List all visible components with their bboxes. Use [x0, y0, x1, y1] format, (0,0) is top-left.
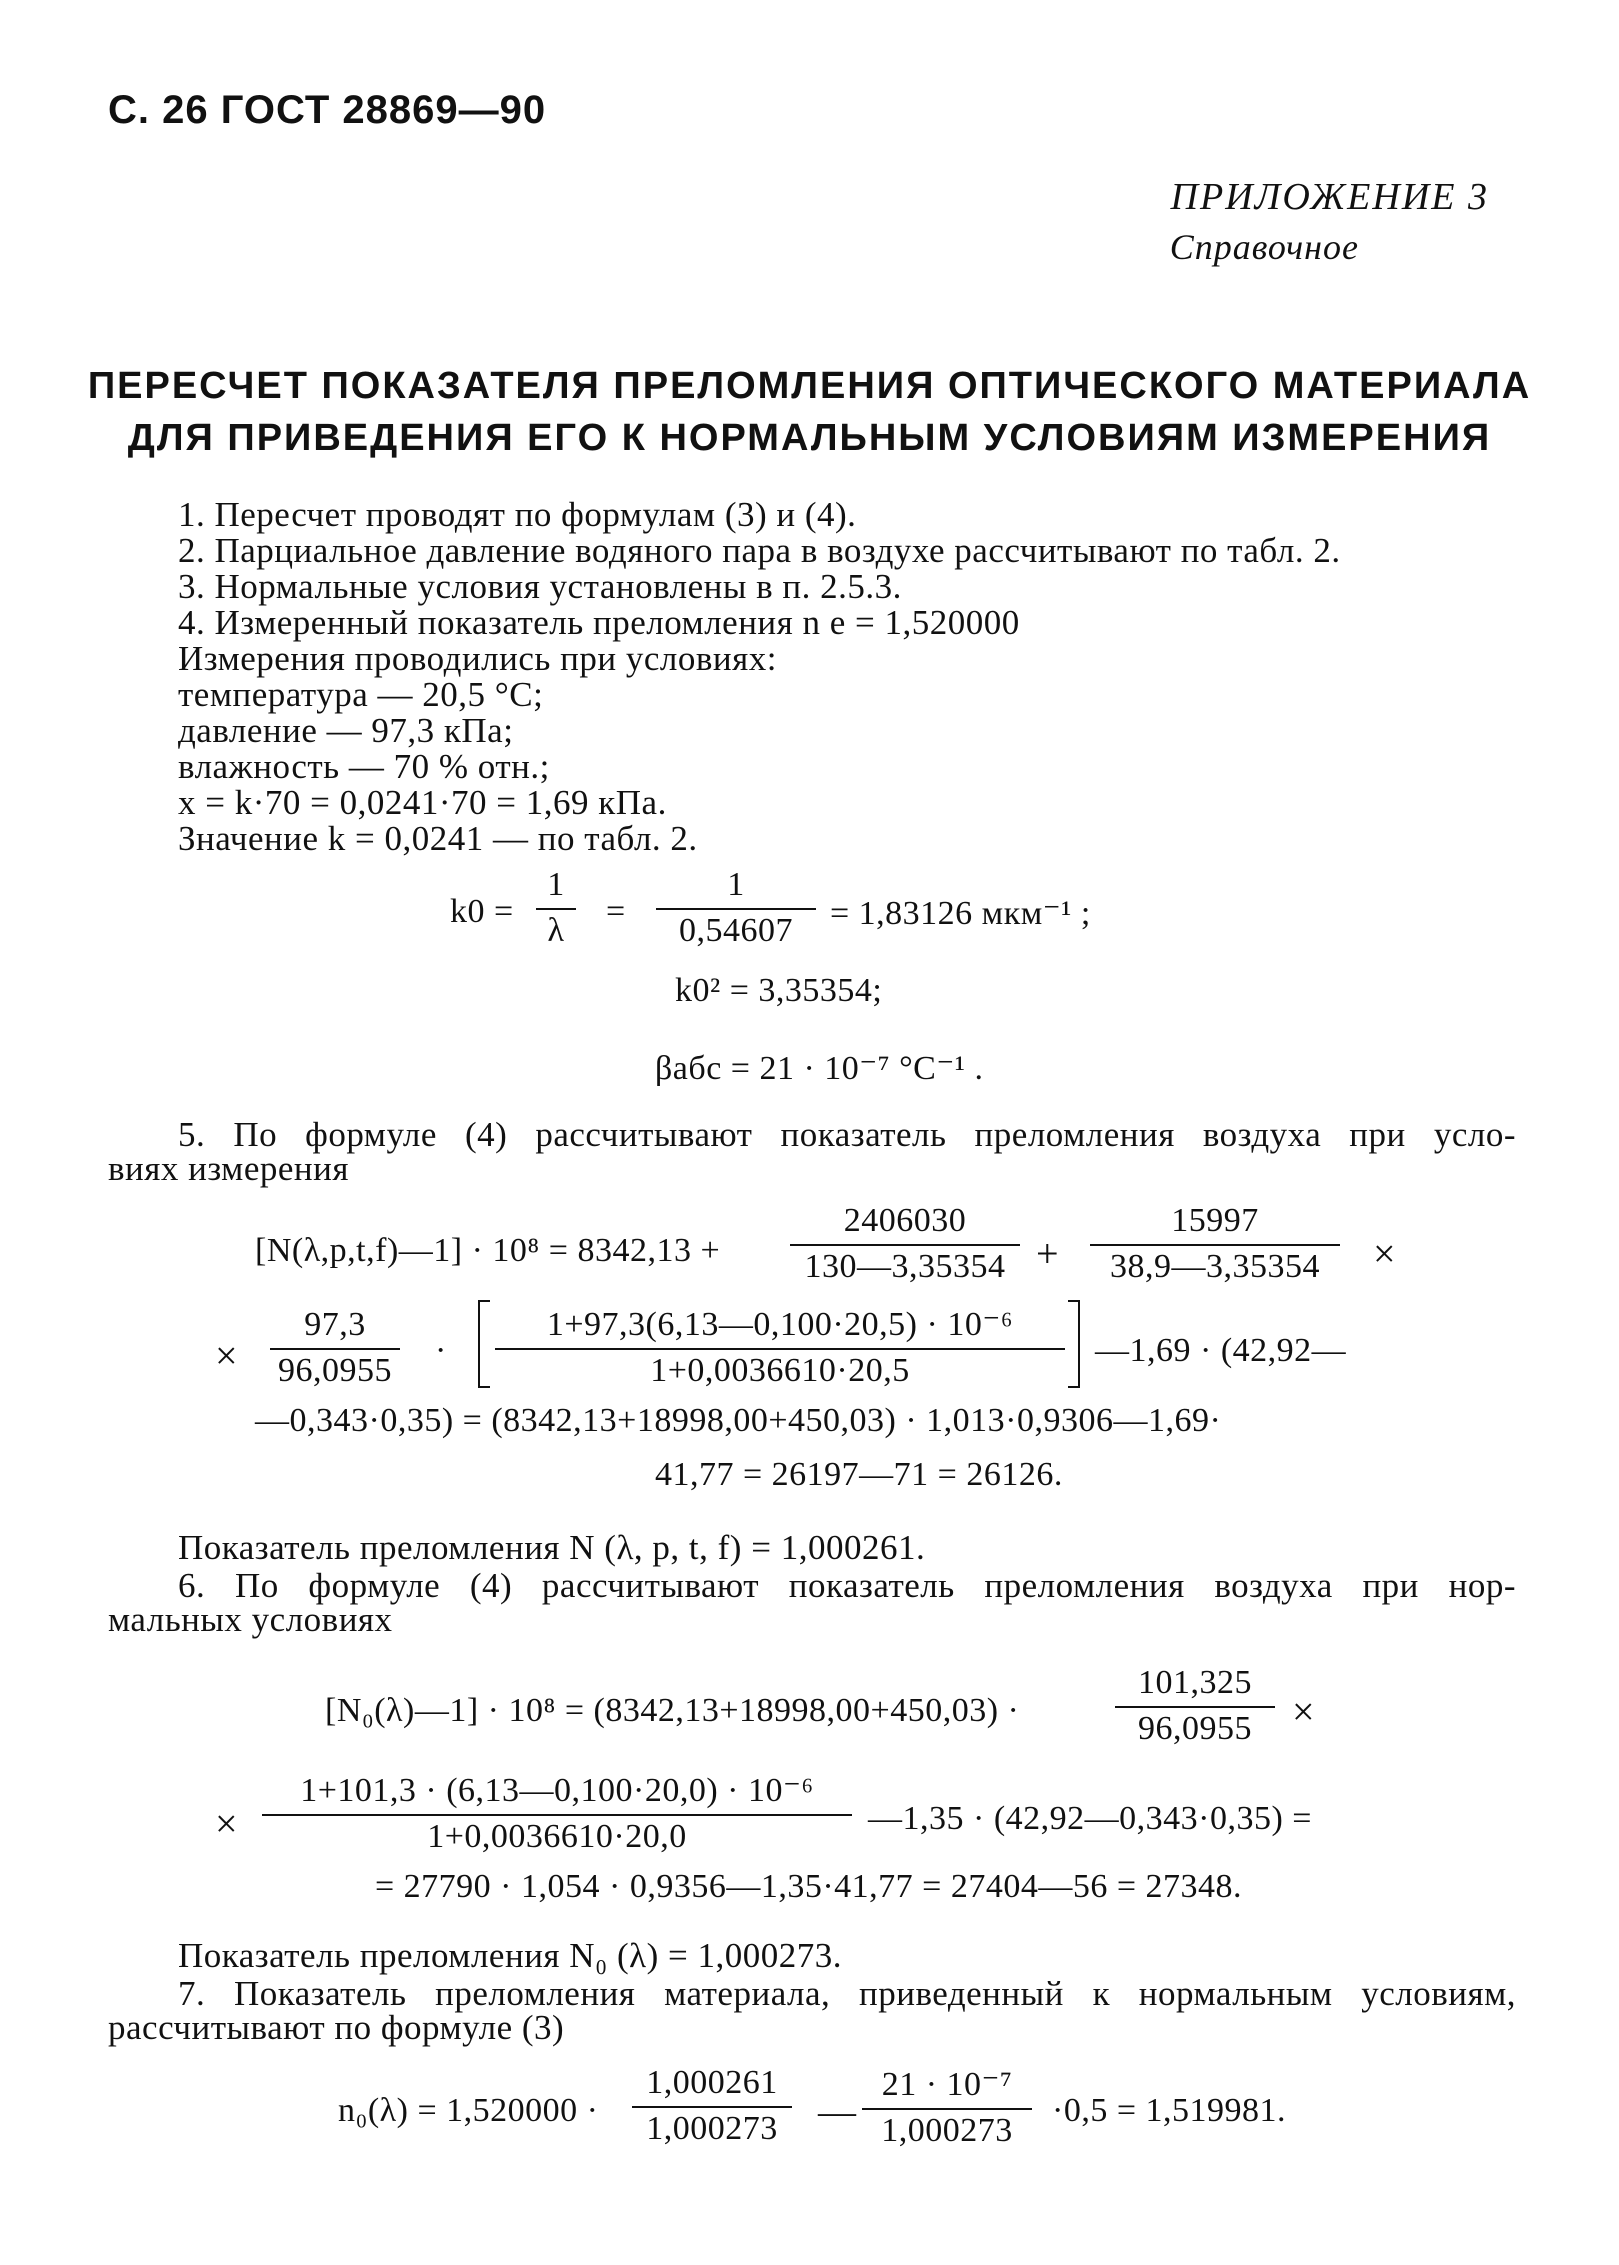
p5-times-2: ×: [215, 1333, 239, 1378]
p5-line-d: 41,77 = 26197—71 = 26126.: [655, 1456, 1063, 1493]
k0-frac-1: [536, 866, 576, 950]
p6-times-2: ×: [215, 1801, 239, 1846]
p5-frac-1: [790, 1202, 1020, 1286]
p5-frac-4: [495, 1304, 1065, 1390]
p6-frac-2-den: 1+0,0036610·20,0: [427, 1818, 687, 1855]
k0-squared: k0² = 3,35354;: [675, 972, 883, 1009]
p7-minus: —: [818, 2091, 857, 2133]
p7-lhs: n₀(λ) = 1,520000 ·: [338, 2092, 599, 2129]
p5-result: Показатель преломления N (λ, p, t, f) = 1,000261.: [178, 1528, 926, 1567]
p5-frac-3-num: 97,3: [270, 1306, 400, 1350]
p5-line-c: —0,343·0,35) = (8342,13+18998,00+450,03) · 1,013·0,9306—1,69·: [255, 1402, 1222, 1439]
title-line-1: ПЕРЕСЧЕТ ПОКАЗАТЕЛЯ ПРЕЛОМЛЕНИЯ ОПТИЧЕСКОГО МАТЕРИАЛА: [87, 365, 1532, 407]
k0-frac-2-num: 1: [656, 866, 816, 910]
p7-frac-2-den: 1,000273: [881, 2112, 1013, 2149]
p6-frac-1-num: 101,325: [1115, 1664, 1275, 1708]
k0-eq: =: [606, 893, 626, 930]
p5-frac-3: [270, 1306, 400, 1390]
appendix-label: ПРИЛОЖЕНИЕ 3: [1170, 176, 1489, 218]
x-calculation: x = k·70 = 0,0241·70 = 1,69 кПа.: [178, 783, 667, 822]
item-4: 4. Измеренный показатель преломления n e = 1,520000: [178, 603, 1020, 642]
k0-frac-1-den: λ: [547, 912, 565, 949]
appendix-type: Справочное: [1169, 227, 1359, 267]
page-header: С. 26 ГОСТ 28869—90: [108, 88, 547, 132]
p7-frac-2: [862, 2064, 1032, 2150]
k0-lhs: k0 =: [450, 893, 514, 930]
p7-frac-2-num: 21 · 10⁻⁷: [862, 2064, 1032, 2110]
p6-frac-1: [1115, 1664, 1275, 1748]
item-6-line-2: мальных условиях: [108, 1600, 393, 1639]
p6-times-1: ×: [1292, 1689, 1316, 1734]
k0-frac-2: [656, 866, 816, 950]
p5-frac-2-den: 38,9—3,35354: [1110, 1248, 1320, 1285]
item-7-line-2: рассчитывают по формуле (3): [108, 2008, 565, 2047]
p5-frac-2-num: 15997: [1090, 1202, 1340, 1246]
p6-lhs: [N₀(λ)—1] · 10⁸ = (8342,13+18998,00+450,03) ·: [325, 1692, 1020, 1729]
document-title: [0, 360, 1619, 464]
condition-pressure: давление — 97,3 кПа;: [178, 711, 514, 750]
item-3: 3. Нормальные условия установлены в п. 2.5.3.: [178, 567, 902, 606]
p5-lhs: [N(λ,p,t,f)—1] · 10⁸ = 8342,13 +: [255, 1232, 721, 1269]
p7-frac-1: [632, 2064, 792, 2148]
p5-tail-1: —1,69 · (42,92—: [1095, 1332, 1347, 1369]
p5-right-bracket: [1068, 1300, 1080, 1388]
p6-frac-2-num: 1+101,3 · (6,13—0,100·20,0) · 10⁻⁶: [262, 1770, 852, 1816]
condition-temperature: температура — 20,5 °С;: [178, 675, 544, 714]
k0-frac-1-num: 1: [536, 866, 576, 910]
p5-times-1: ×: [1373, 1231, 1397, 1276]
p5-left-bracket: [478, 1300, 490, 1388]
p6-frac-2: [262, 1770, 852, 1856]
k-value-note: Значение k = 0,0241 — по табл. 2.: [178, 819, 698, 858]
p5-dot: ·: [435, 1332, 447, 1369]
appendix-block: [1170, 172, 1489, 272]
p7-frac-1-den: 1,000273: [646, 2110, 778, 2147]
item-1: 1. Пересчет проводят по формулам (3) и (4).: [178, 495, 857, 534]
p5-frac-4-num: 1+97,3(6,13—0,100·20,5) · 10⁻⁶: [495, 1304, 1065, 1350]
p5-frac-1-den: 130—3,35354: [804, 1248, 1006, 1285]
item-6-line-1: 6. По формуле (4) рассчитывают показатель преломления воздуха при нор-: [178, 1566, 1516, 1605]
beta-abs: βабс = 21 · 10⁻⁷ °С⁻¹ .: [655, 1050, 984, 1087]
k0-result: = 1,83126 мкм⁻¹ ;: [830, 895, 1091, 932]
p5-frac-3-den: 96,0955: [278, 1352, 392, 1389]
p6-frac-1-den: 96,0955: [1138, 1710, 1252, 1747]
p5-frac-1-num: 2406030: [790, 1202, 1020, 1246]
p5-frac-2: [1090, 1202, 1340, 1286]
condition-humidity: влажность — 70 % отн.;: [178, 747, 550, 786]
title-line-2: ДЛЯ ПРИВЕДЕНИЯ ЕГО К НОРМАЛЬНЫМ УСЛОВИЯМ ИЗМЕРЕНИЯ: [127, 417, 1492, 459]
p7-frac-1-num: 1,000261: [632, 2064, 792, 2108]
p7-tail: ·0,5 = 1,519981.: [1052, 2092, 1286, 2129]
p6-line-c: = 27790 · 1,054 · 0,9356—1,35·41,77 = 27404—56 = 27348.: [375, 1868, 1242, 1905]
p5-plus: +: [1036, 1231, 1060, 1276]
p6-tail: —1,35 · (42,92—0,343·0,35) =: [868, 1800, 1312, 1837]
item-2: 2. Парциальное давление водяного пара в воздухе рассчитывают по табл. 2.: [178, 531, 1341, 570]
conditions-intro: Измерения проводились при условиях:: [178, 639, 777, 678]
p6-result: Показатель преломления N₀ (λ) = 1,000273.: [178, 1936, 843, 1975]
k0-frac-2-den: 0,54607: [679, 912, 793, 949]
item-7-line-1: 7. Показатель преломления материала, приведенный к нормальным условиям,: [178, 1974, 1516, 2013]
item-5-line-1: 5. По формуле (4) рассчитывают показатель преломления воздуха при усло-: [178, 1115, 1516, 1154]
item-5-line-2: виях измерения: [108, 1149, 349, 1188]
p5-frac-4-den: 1+0,0036610·20,5: [650, 1352, 910, 1389]
